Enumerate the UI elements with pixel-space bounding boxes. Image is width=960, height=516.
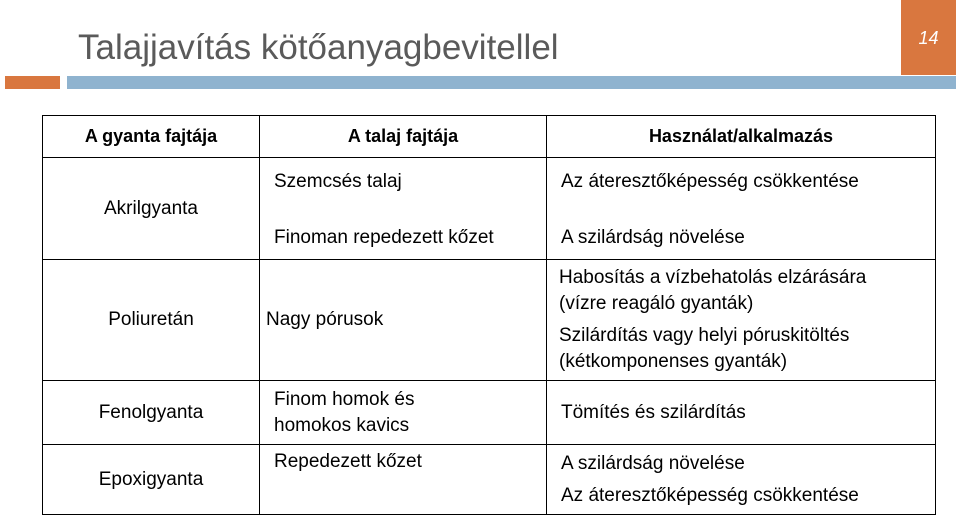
resin-table bbox=[42, 115, 936, 515]
usage-item: (vízre reagáló gyanták) bbox=[559, 293, 754, 314]
soil-cell bbox=[260, 381, 547, 445]
page-number-badge bbox=[901, 0, 956, 75]
header-resin-type: A gyanta fajtája bbox=[43, 116, 260, 158]
usage-cell bbox=[547, 381, 936, 445]
resin-name: Akrilgyanta bbox=[43, 158, 260, 260]
table-row bbox=[43, 158, 936, 260]
header-usage: Használat/alkalmazás bbox=[547, 116, 936, 158]
usage-item: Szilárdítás vagy helyi póruskitöltés bbox=[559, 325, 850, 346]
soil-item: Nagy pórusok bbox=[266, 309, 384, 330]
resin-name: Poliuretán bbox=[43, 260, 260, 381]
soil-cell bbox=[260, 260, 547, 381]
soil-item: Repedezett kőzet bbox=[274, 451, 422, 472]
usage-cell bbox=[547, 445, 936, 515]
usage-item: (kétkomponenses gyanták) bbox=[559, 351, 788, 372]
usage-cell bbox=[547, 158, 936, 260]
page-number: 14 bbox=[918, 28, 939, 48]
soil-item: Finom homok és bbox=[274, 388, 415, 410]
resin-name: Epoxigyanta bbox=[43, 445, 260, 515]
usage-cell bbox=[547, 260, 936, 381]
resin-name: Fenolgyanta bbox=[43, 381, 260, 445]
slide-title: Talajjavítás kötőanyagbevitellel bbox=[78, 28, 559, 67]
usage-item: Az áteresztőképesség csökkentése bbox=[561, 484, 859, 506]
soil-item: homokos kavics bbox=[274, 414, 410, 436]
usage-item: A szilárdság növelése bbox=[561, 452, 745, 474]
header-soil-type: A talaj fajtája bbox=[260, 116, 547, 158]
accent-bar-orange bbox=[5, 76, 60, 89]
soil-item: Finoman repedezett kőzet bbox=[274, 226, 494, 248]
soil-cell bbox=[260, 445, 547, 515]
table-row bbox=[43, 260, 936, 381]
usage-item: A szilárdság növelése bbox=[561, 226, 745, 248]
table-row bbox=[43, 381, 936, 445]
usage-item: Habosítás a vízbehatolás elzárására bbox=[559, 267, 867, 288]
soil-item: Szemcsés talaj bbox=[274, 170, 402, 192]
soil-cell bbox=[260, 158, 547, 260]
usage-item: Tömítés és szilárdítás bbox=[561, 401, 746, 423]
usage-item: Az áteresztőképesség csökkentése bbox=[561, 170, 859, 192]
accent-bar-blue bbox=[67, 76, 956, 89]
table-row bbox=[43, 445, 936, 515]
table-header-row bbox=[43, 116, 936, 158]
